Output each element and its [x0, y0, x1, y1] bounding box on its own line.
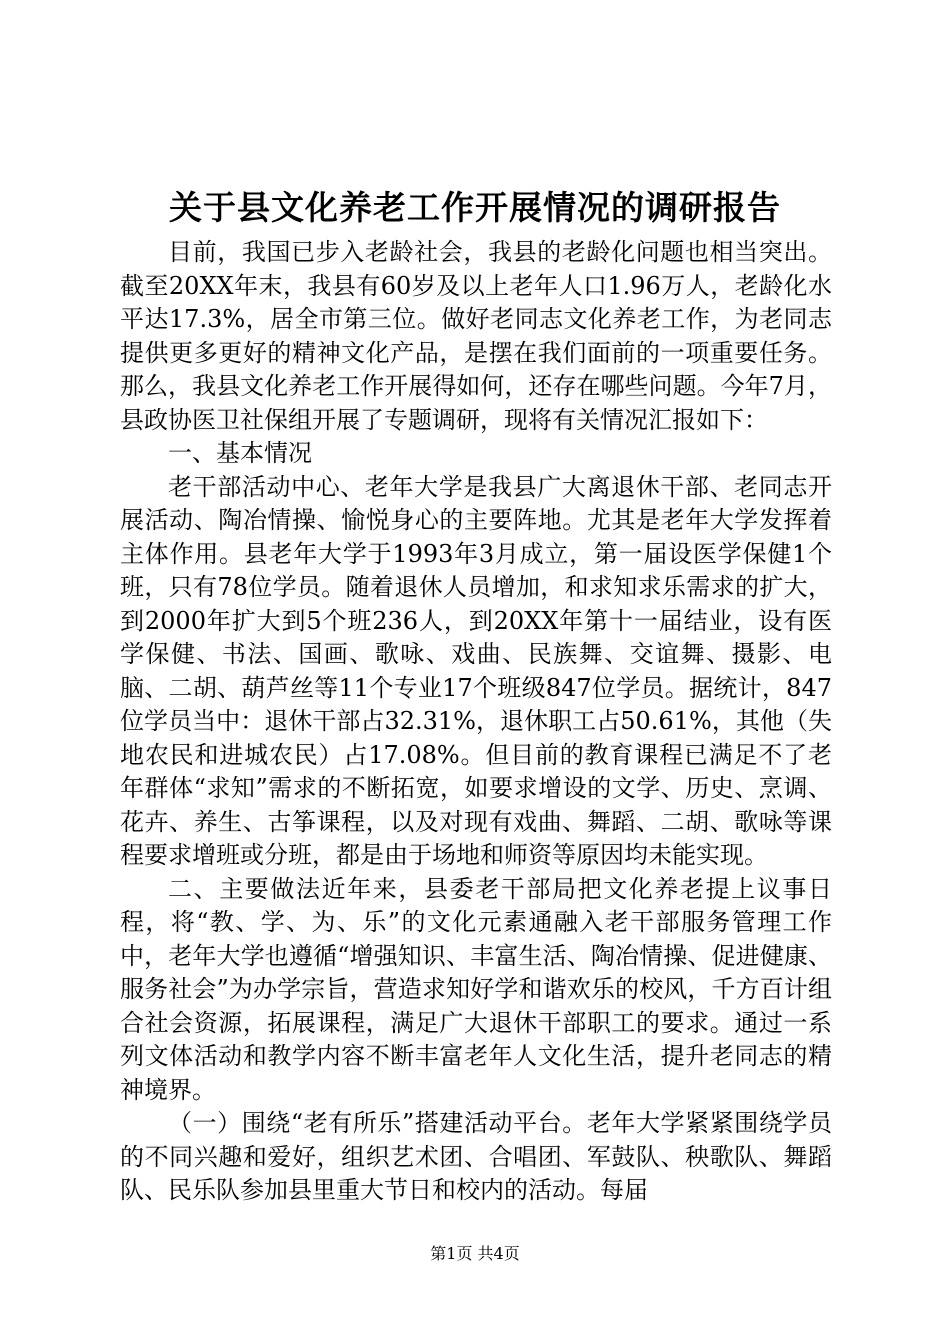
document-title: 关于县文化养老工作开展情况的调研报告	[169, 188, 781, 227]
paragraph-main-practices: 二、主要做法近年来，县委老干部局把文化养老提上议事日程，将“教、学、为、乐”的文化元素通融入老干部服务管理工作中，老年大学也遵循“增强知识、丰富生活、陶冶情操、促进健康、服务社会”为办学宗旨，营造求知好学和谐欢乐的校风，千方百计组合社会资源，拓展课程，满足广大退休干部职工的要求。通过一系列文体活动和教学内容不断丰富老年人文化生活，提升老同志的精神境界。	[120, 874, 832, 1104]
paragraph-intro: 目前，我国已步入老龄社会，我县的老龄化问题也相当突出。截至20XX年末，我县有60岁及以上老年人口1.96万人，老龄化水平达17.3%，居全市第三位。做好老同志文化养老工作，为老同志提供更多更好的精神文化产品，是摆在我们面前的一项重要任务。那么，我县文化养老工作开展得如何，还存在哪些问题。今年7月，县政协医卫社保组开展了专题调研，现将有关情况汇报如下：	[120, 238, 832, 434]
paragraph-basic-situation: 老干部活动中心、老年大学是我县广大离退休干部、老同志开展活动、陶冶情操、愉悦身心的主要阵地。尤其是老年大学发挥着主体作用。县老年大学于1993年3月成立，第一届设医学保健1个班，只有78位学员。随着退休人员增加，和求知求乐需求的扩大，到2000年扩大到5个班236人，到20XX年第十一届结业，设有医学保健、书法、国画、歌咏、戏曲、民族舞、交谊舞、摄影、电脑、二胡、葫芦丝等11个专业17个班级847位学员。据统计，847位学员当中：退休干部占32.31%，退休职工占50.61%，其他（失地农民和进城农民）占17.08%。但目前的教育课程已满足不了老年群体“求知”需求的不断拓宽，如要求增设的文学、历史、烹调、花卉、养生、古筝课程，以及对现有戏曲、舞蹈、二胡、歌咏等课程要求增班或分班，都是由于场地和师资等原因均未能实现。	[120, 472, 832, 869]
paragraph-activity-platform: （一）围绕“老有所乐”搭建活动平台。老年大学紧紧围绕学员的不同兴趣和爱好，组织艺术团、合唱团、军鼓队、秧歌队、舞蹈队、民乐队参加县里重大节日和校内的活动。每届	[120, 1109, 832, 1204]
page-footer: 第1页 共4页	[430, 1244, 520, 1263]
document-body	[120, 236, 832, 1208]
section-heading-basic-situation: 一、基本情况	[168, 439, 312, 467]
